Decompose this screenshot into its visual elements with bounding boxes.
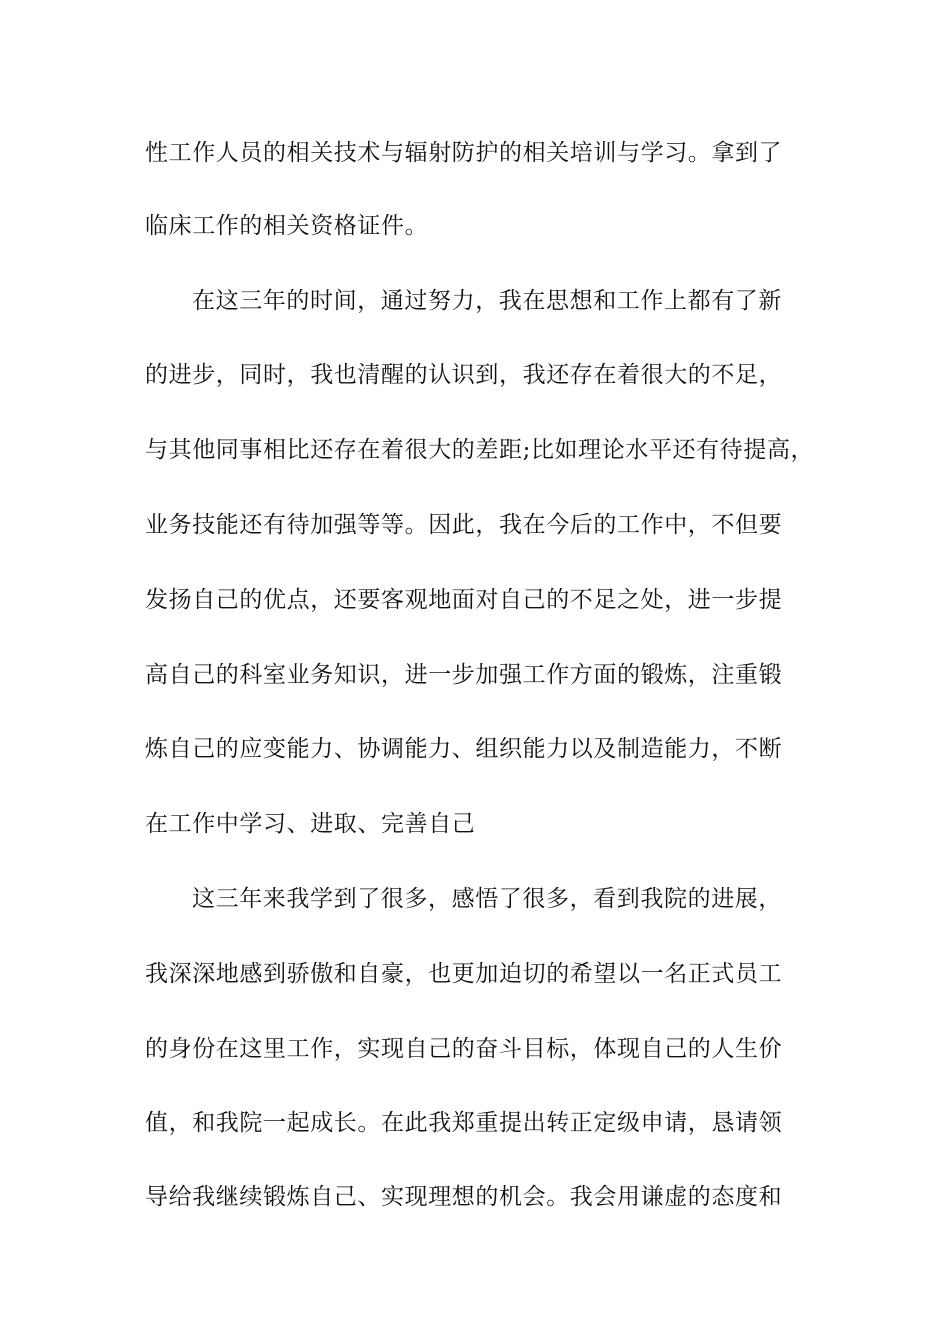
paragraph-start-line: 这三年来我学到了很多，感悟了很多，看到我院的进展， bbox=[192, 886, 782, 912]
text-line: 性工作人员的相关技术与辐射防护的相关培训与学习。拿到了 bbox=[145, 140, 783, 166]
text-line: 发扬自己的优点，还要客观地面对自己的不足之处，进一步提 bbox=[145, 587, 783, 613]
text-line: 值，和我院一起成长。在此我郑重提出转正定级申请，恳请领 bbox=[145, 1110, 783, 1136]
text-line: 的身份在这里工作，实现自己的奋斗目标，体现自己的人生价 bbox=[145, 1036, 783, 1062]
text-line: 在工作中学习、进取、完善自己 bbox=[145, 811, 476, 837]
text-line: 的进步，同时，我也清醒的认识到，我还存在着很大的不足， bbox=[145, 362, 783, 388]
text-line: 高自己的科室业务知识，进一步加强工作方面的锻炼，注重锻 bbox=[145, 662, 783, 688]
paragraph-start-line: 在这三年的时间，通过努力，我在思想和工作上都有了新 bbox=[192, 288, 782, 314]
text-line: 业务技能还有待加强等等。因此，我在今后的工作中，不但要 bbox=[145, 512, 783, 538]
text-line: 导给我继续锻炼自己、实现理想的机会。我会用谦虚的态度和 bbox=[145, 1184, 783, 1210]
text-line: 临床工作的相关资格证件。 bbox=[145, 213, 429, 239]
text-line: 与其他同事相比还存在着很大的差距;比如理论水平还有待提高， bbox=[145, 437, 815, 463]
text-line: 炼自己的应变能力、协调能力、组织能力以及制造能力，不断 bbox=[145, 736, 783, 762]
text-line: 我深深地感到骄傲和自豪，也更加迫切的希望以一名正式员工 bbox=[145, 961, 783, 987]
